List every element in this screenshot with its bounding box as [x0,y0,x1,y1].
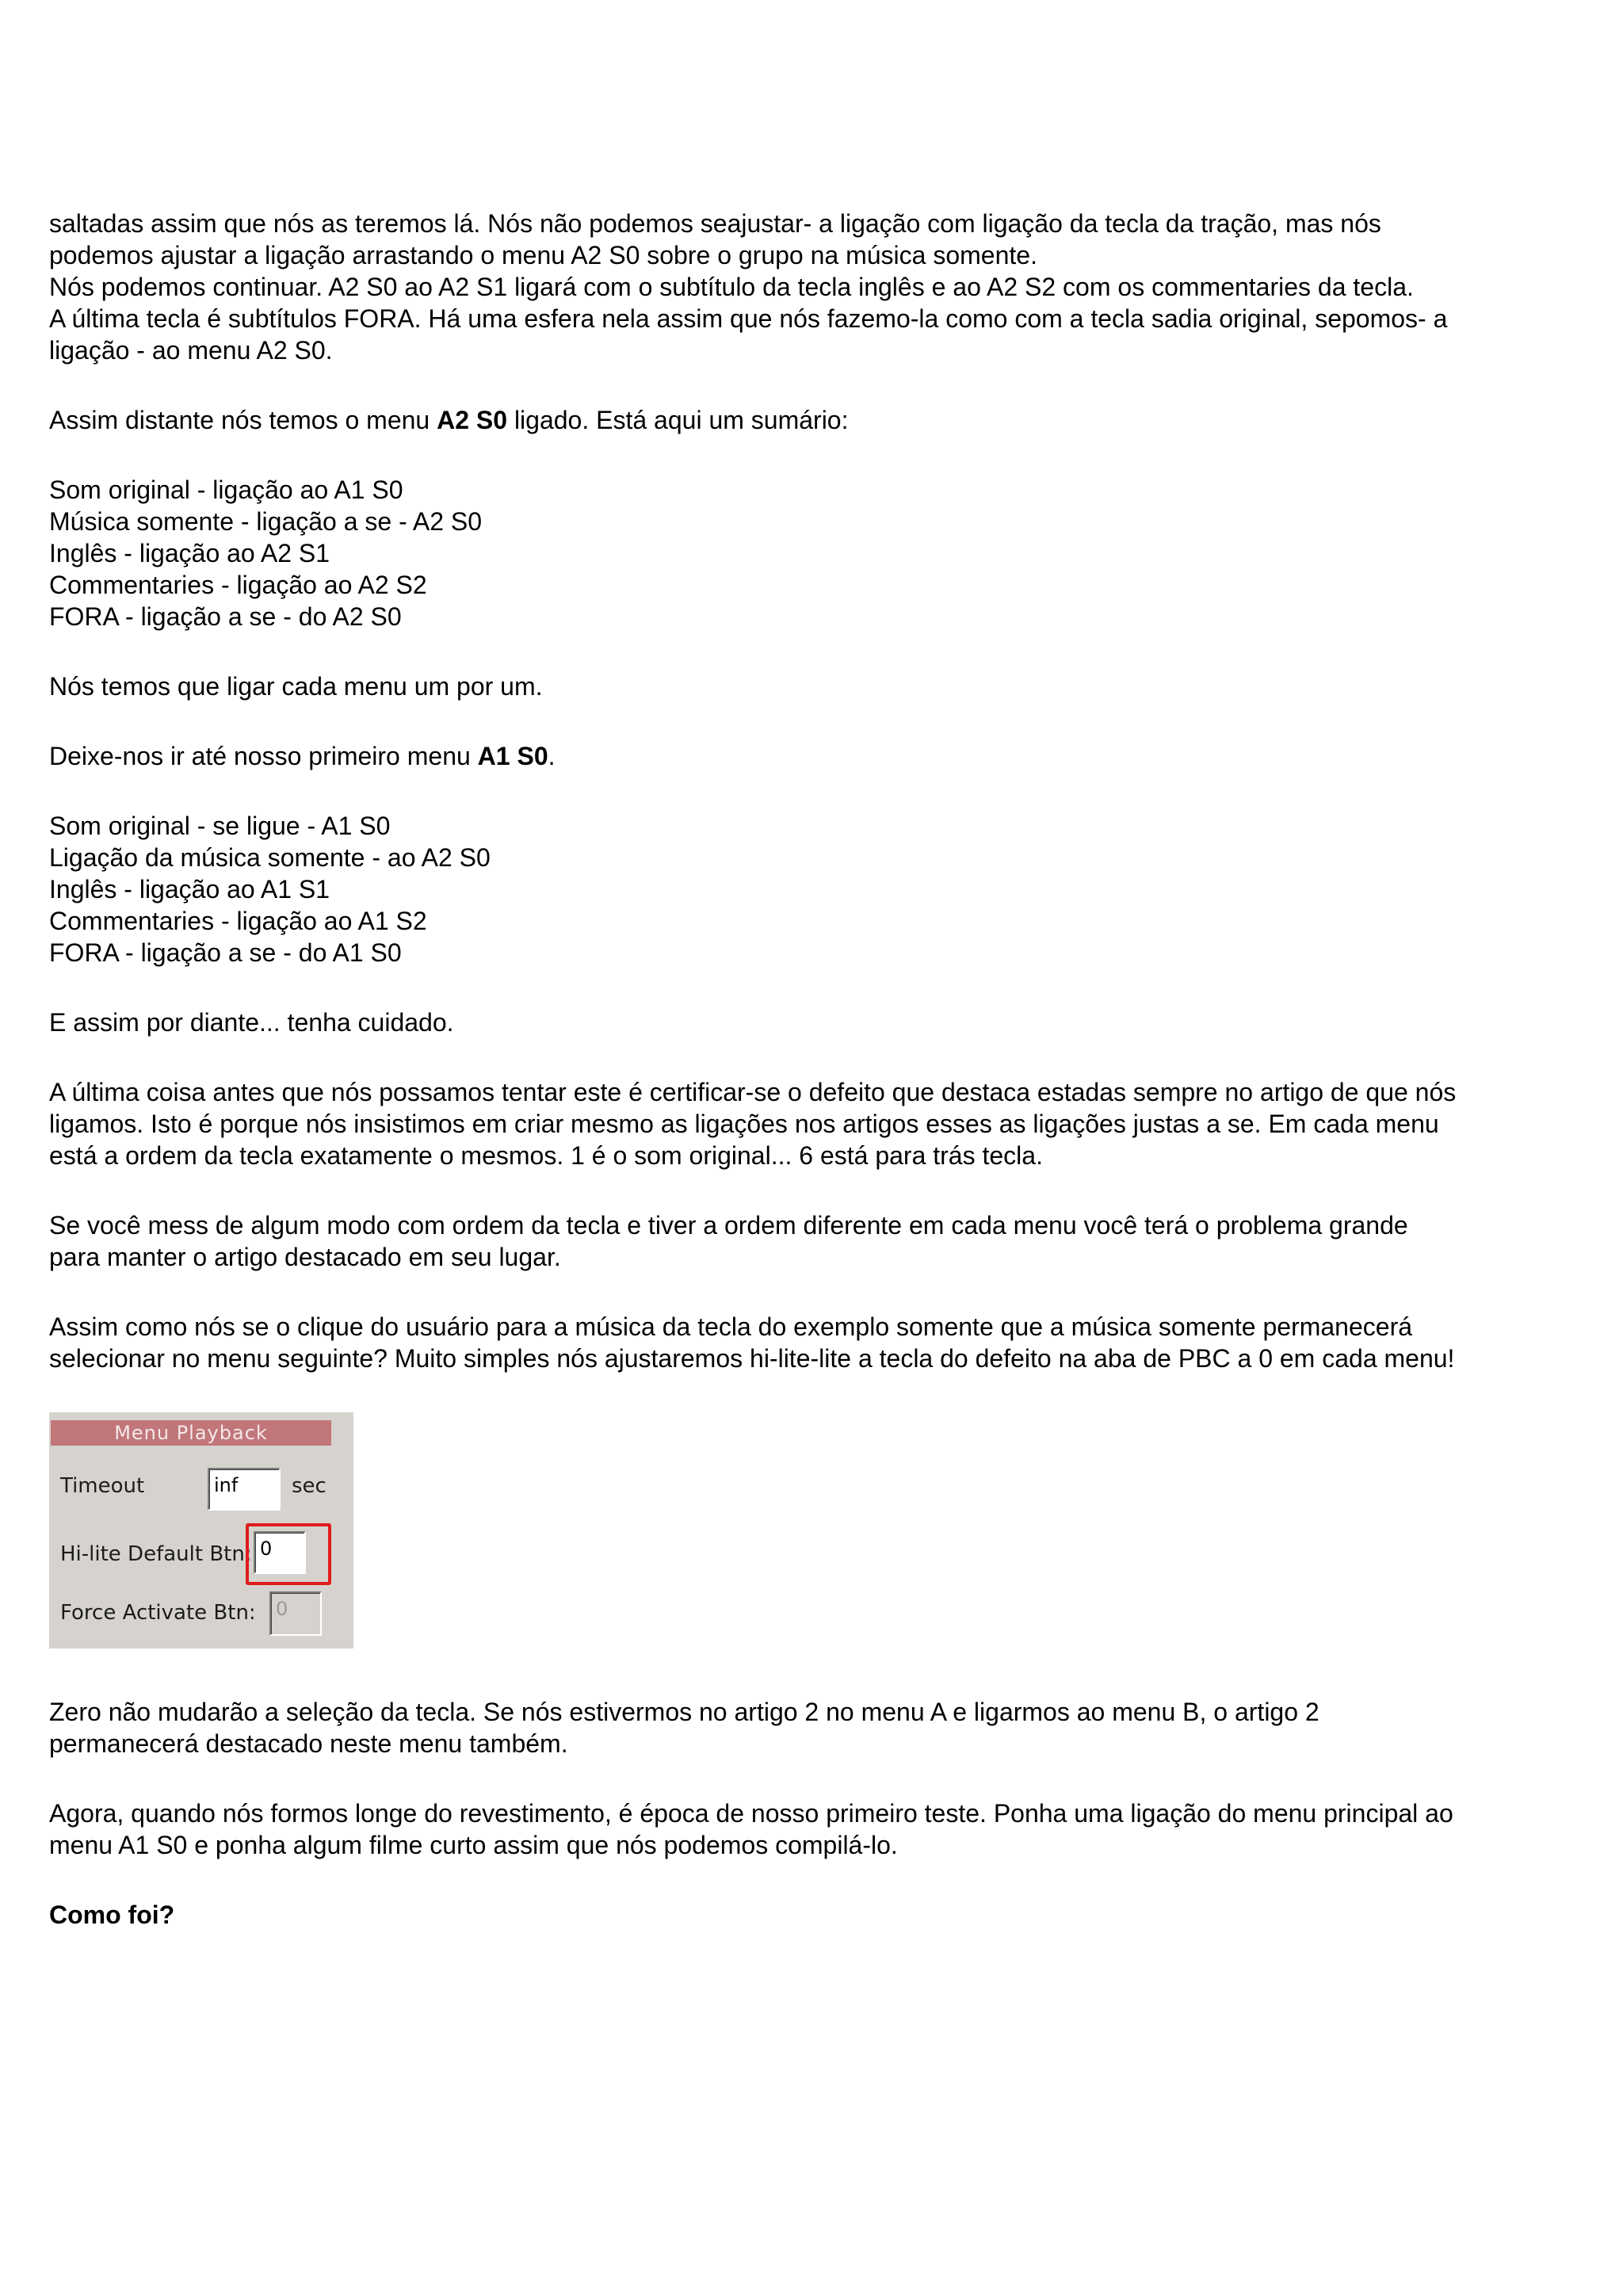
force-activate-label: Force Activate Btn: [60,1601,256,1625]
paragraph-zero [49,1696,1579,1759]
menu-playback-panel [49,1412,353,1648]
summary-list-a1 [49,810,1579,968]
hilite-default-label: Hi-lite Default Btn: [60,1542,252,1566]
text-run: Deixe-nos ir até nosso primeiro menu [49,742,478,770]
summary-item: Som original - se ligue - A1 S0 [49,812,391,840]
text-line: selecionar no menu seguinte? Muito simples nós ajustaremos hi-lite-lite a tecla do defeito na aba de PBC a 0 em cada menu! [49,1344,1455,1373]
menu-name-bold: A2 S0 [437,406,508,434]
timeout-unit: sec [292,1474,327,1498]
text-line: A última coisa antes que nós possamos tentar este é certificar-se o defeito que destaca estadas sempre no artigo de que nós [49,1078,1457,1106]
timeout-input[interactable]: inf [208,1468,281,1511]
summary-list-a2 [49,474,1579,632]
closing-question [49,1899,1579,1931]
force-activate-input: 0 [269,1591,322,1636]
text-line: permanecerá destacado neste menu também. [49,1729,568,1758]
paragraph-summary-intro [49,404,1579,436]
paragraph-saltadas [49,208,1579,366]
text-line: Nós temos que ligar cada menu um por um. [49,672,543,701]
summary-item: Inglês - ligação ao A1 S1 [49,875,330,904]
text-line: E assim por diante... tenha cuidado. [49,1008,454,1037]
paragraph-first-menu [49,740,1579,772]
text-line: Assim como nós se o clique do usuário para a música da tecla do exemplo somente que a música somente permanecerá [49,1312,1413,1341]
text-run: Assim distante nós temos o menu [49,406,437,434]
panel-title: Menu Playback [51,1420,331,1446]
text-line: Se você mess de algum modo com ordem da tecla e tiver a ordem diferente em cada menu você terá o problema grande [49,1211,1408,1240]
hilite-default-input[interactable]: 0 [254,1531,306,1574]
summary-item: Inglês - ligação ao A2 S1 [49,539,330,567]
text-line: saltadas assim que nós as teremos lá. Nós não podemos seajustar- a ligação com ligação da tecla da tração, mas nós [49,209,1381,238]
document-body [49,208,1579,1931]
text-line: ligação - ao menu A2 S0. [49,336,333,365]
paragraph-mess [49,1209,1579,1273]
menu-name-bold: A1 S0 [477,742,548,770]
text-line: Nós podemos continuar. A2 S0 ao A2 S1 ligará com o subtítulo da tecla inglês e ao A2 S2 com os commentaries da tecla. [49,273,1414,301]
text-line: Como foi? [49,1901,175,1929]
paragraph-careful [49,1007,1579,1038]
text-line: A última tecla é subtítulos FORA. Há uma esfera nela assim que nós fazemo-la como com a tecla sadia original, sepomos- a [49,304,1448,333]
summary-item: Música somente - ligação a se - A2 S0 [49,507,483,536]
timeout-label: Timeout [60,1474,145,1498]
summary-item: Commentaries - ligação ao A1 S2 [49,907,427,935]
text-line: está a ordem da tecla exatamente o mesmos. 1 é o som original... 6 está para trás tecla. [49,1141,1043,1170]
paragraph-now [49,1797,1579,1861]
text-run: . [548,742,556,770]
text-line [49,404,1579,436]
summary-item: FORA - ligação a se - do A1 S0 [49,938,402,967]
text-line: ligamos. Isto é porque nós insistimos em criar mesmo as ligações nos artigos esses as ligações justas a se. Em cada menu [49,1110,1439,1138]
summary-item: Ligação da música somente - ao A2 S0 [49,843,491,872]
text-line: para manter o artigo destacado em seu lugar. [49,1243,561,1271]
summary-item: Som original - ligação ao A1 S0 [49,476,403,504]
paragraph-click [49,1311,1579,1374]
text-line [49,740,1579,772]
paragraph-link-each [49,670,1579,702]
text-line: menu A1 S0 e ponha algum filme curto assim que nós podemos compilá-lo. [49,1831,898,1859]
summary-item: Commentaries - ligação ao A2 S2 [49,571,427,599]
text-line: Agora, quando nós formos longe do revestimento, é época de nosso primeiro teste. Ponha uma ligação do menu principal ao [49,1799,1453,1828]
paragraph-last-thing [49,1076,1579,1171]
text-line: podemos ajustar a ligação arrastando o menu A2 S0 sobre o grupo na música somente. [49,241,1037,269]
summary-item: FORA - ligação a se - do A2 S0 [49,602,402,631]
text-line: Zero não mudarão a seleção da tecla. Se nós estivermos no artigo 2 no menu A e ligarmos ao menu B, o artigo 2 [49,1698,1319,1726]
text-run: ligado. Está aqui um sumário: [507,406,849,434]
